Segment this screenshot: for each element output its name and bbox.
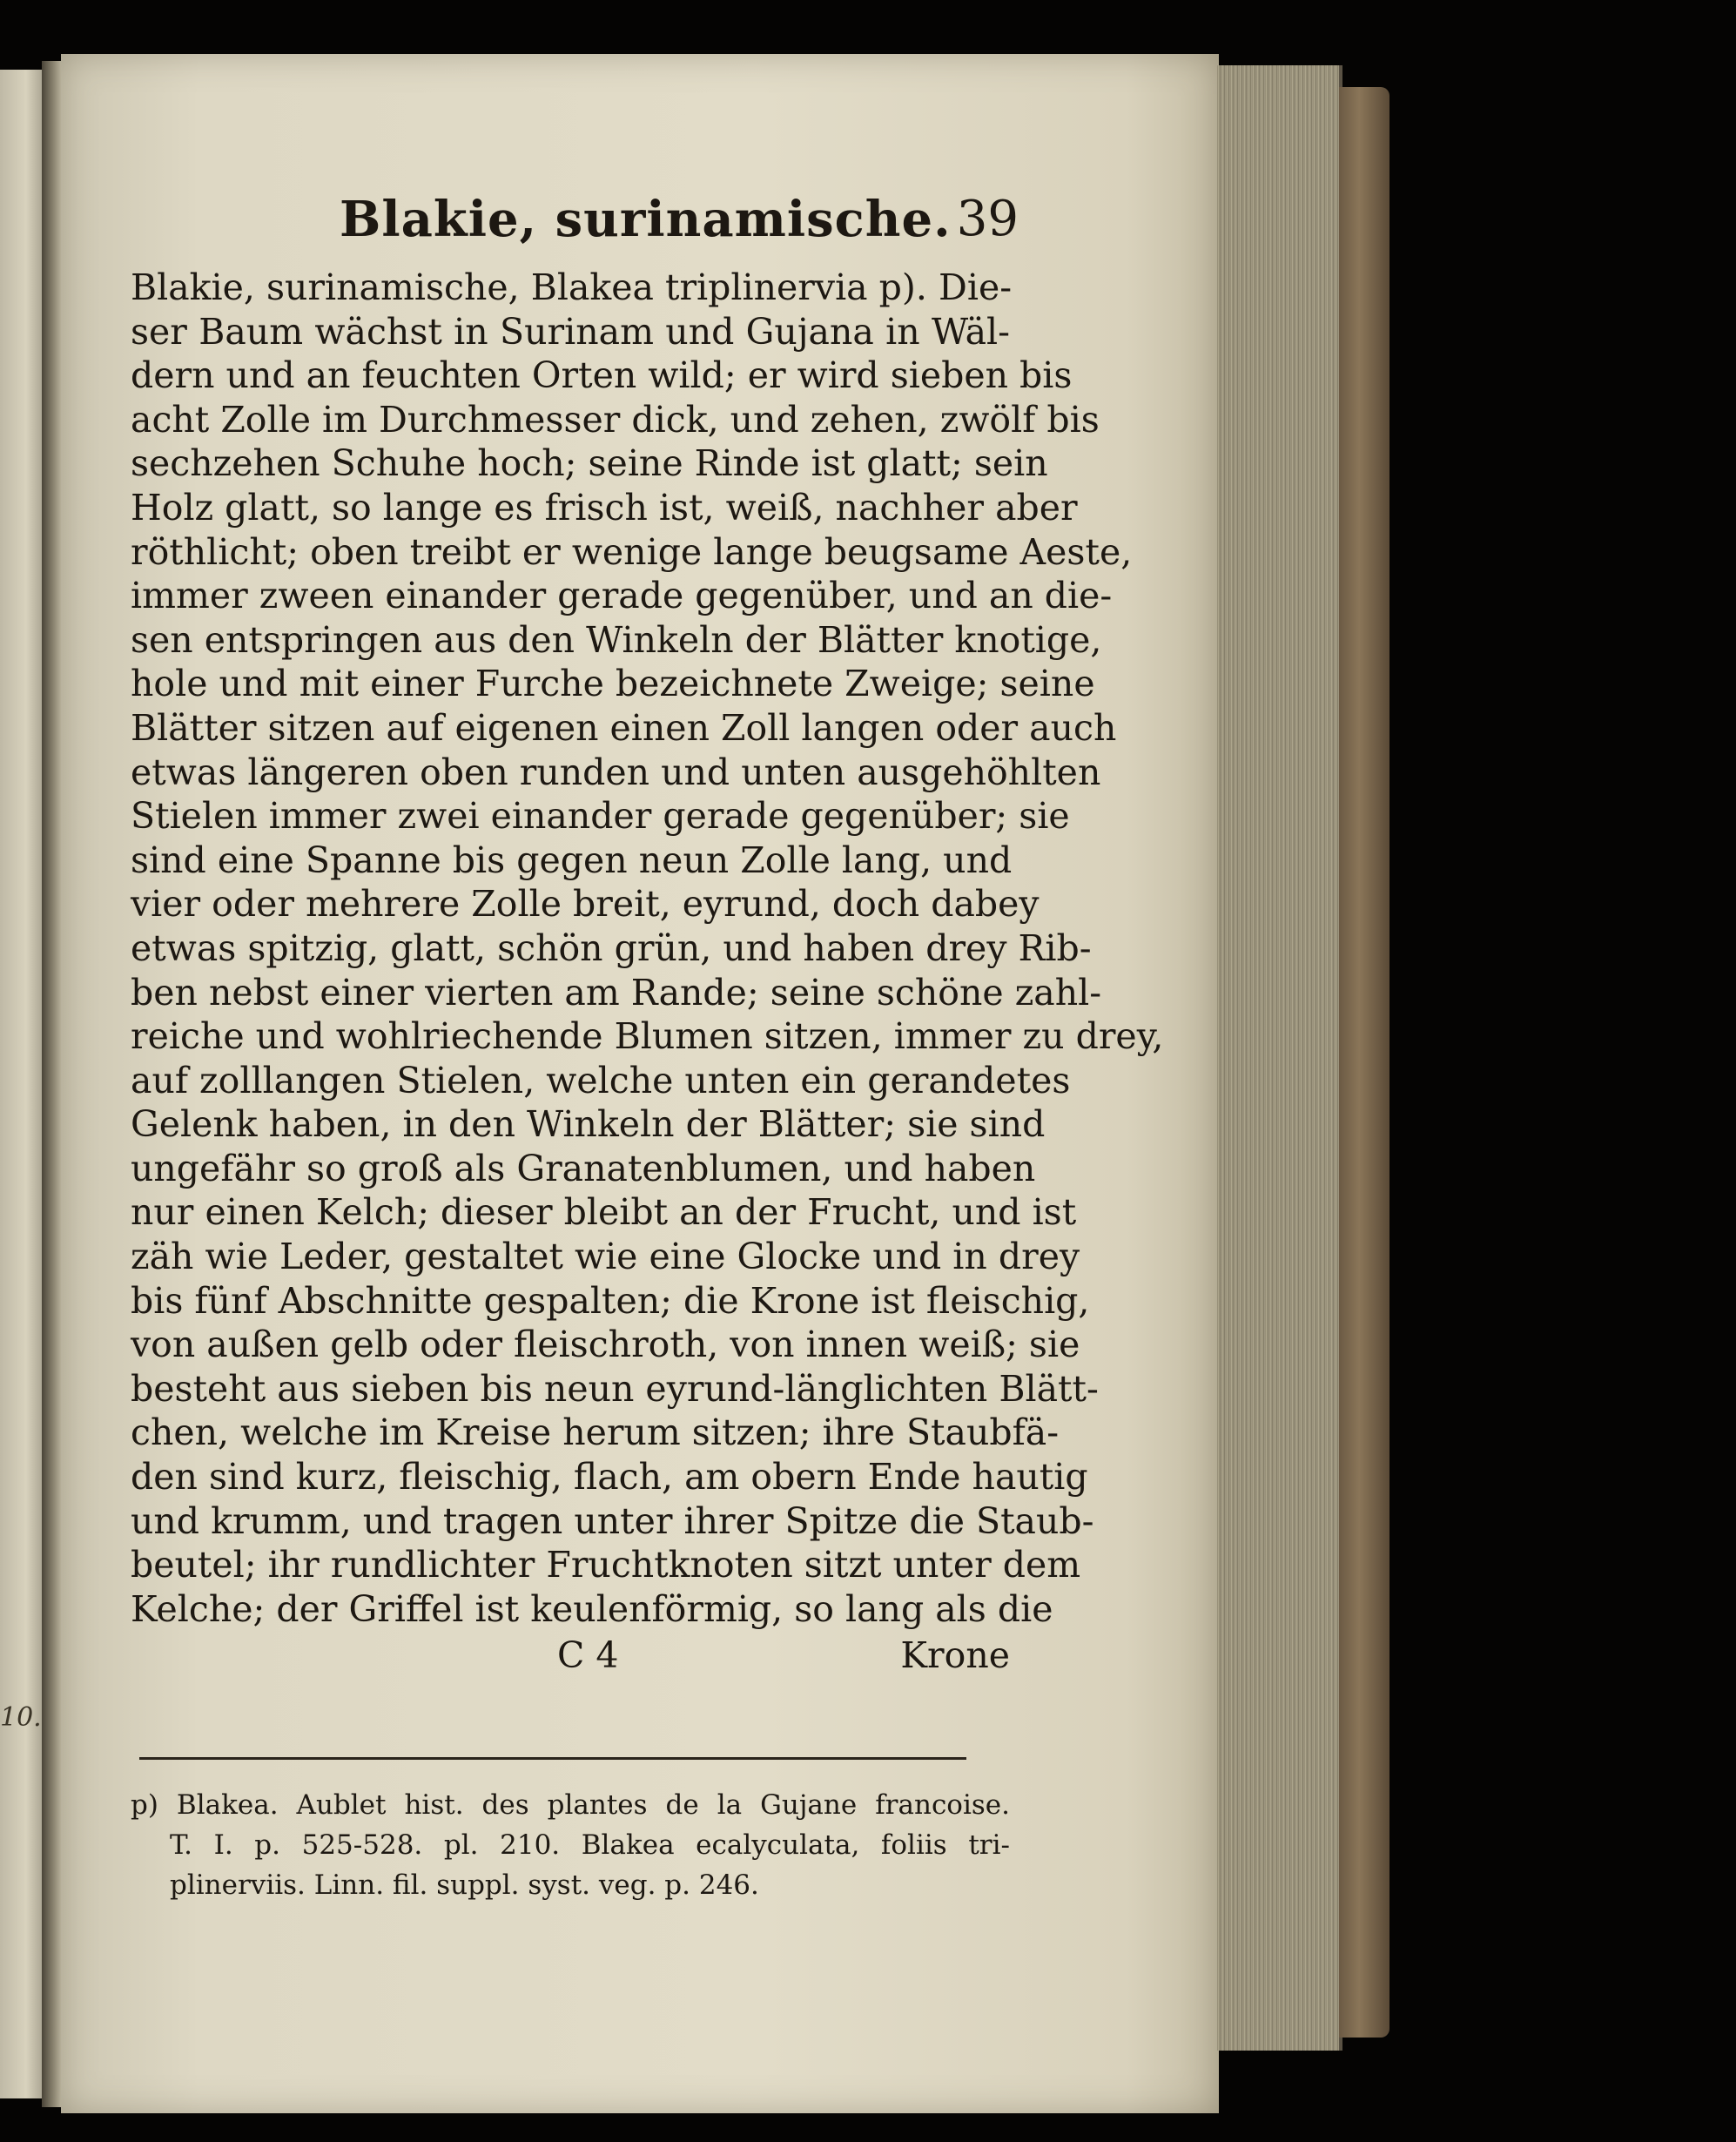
text-line: sen entspringen aus den Winkeln der Blätter knotige, [131,618,1102,661]
text-line: bis fünf Abschnitte gespalten; die Krone ist fleischig, [131,1279,1090,1322]
text-block [131,178,1164,1680]
running-head [131,178,1019,266]
text-line: Holz glatt, so lange es frisch ist, weiß, nachher aber [131,486,1078,529]
text-line: nur einen Kelch; dieser bleibt an der Frucht, und ist [131,1191,1077,1234]
text-line: vier oder mehrere Zolle breit, eyrund, doch dabey [131,883,1040,926]
text-line: hole und mit einer Furche bezeichnete Zweige; seine [131,663,1095,705]
text-line: Stielen immer zwei einander gerade gegenüber; sie [131,795,1070,838]
text-line: sind eine Spanne bis gegen neun Zolle lang, und [131,839,1013,881]
body-text [131,266,1164,1631]
text-line: besteht aus sieben bis neun eyrund-länglichten Blätt- [131,1367,1099,1410]
footnote-line: p) Blakea. Aublet hist. des plantes de la Gujane francoise. [131,1789,1010,1821]
footnote-rule [139,1757,966,1760]
text-line: Blakie, surinamische, Blakea triplinervia p). Die- [131,266,1013,308]
text-line: und krumm, und tragen unter ihrer Spitze die Staub- [131,1499,1094,1542]
text-line: Kelche; der Griffel ist keulenförmig, so lang als die [131,1587,1053,1630]
text-line: immer zween einander gerade gegenüber, und an die- [131,575,1113,617]
text-line: Gelenk haben, in den Winkeln der Blätter; sie sind [131,1103,1046,1146]
page-fore-edges [1217,65,1342,2051]
text-line: auf zolllangen Stielen, welche unten ein gerandetes [131,1059,1071,1101]
text-line: Blätter sitzen auf eigenen einen Zoll langen oder auch [131,706,1117,749]
text-line: den sind kurz, fleischig, flach, am obern Ende hautig [131,1456,1088,1499]
footnote [131,1785,1010,1905]
running-title: Blakie, surinamische. [340,191,952,248]
footnote-line: T. I. p. 525-528. pl. 210. Blakea ecalyculata, foliis tri- [170,1829,1010,1861]
text-line: ben nebst einer vierten am Rande; seine schöne zahl- [131,971,1102,1014]
text-line: reiche und wohlriechende Blumen sitzen, immer zu drey, [131,1015,1164,1058]
text-line: etwas längeren oben runden und unten ausgehöhlten [131,751,1101,793]
text-line: ser Baum wächst in Surinam und Gujana in Wäl- [131,310,1010,353]
text-line: chen, welche im Kreise herum sitzen; ihre Staubfä- [131,1411,1060,1454]
text-line: acht Zolle im Durchmesser dick, und zehen, zwölf bis [131,398,1100,441]
signature-mark: C 4 [557,1634,619,1677]
catchline [131,1631,1010,1680]
text-line: etwas spitzig, glatt, schön grün, und haben drey Rib- [131,926,1092,969]
page-number: 39 [956,191,1019,247]
text-line: zäh wie Leder, gestaltet wie eine Glocke und in drey [131,1236,1080,1278]
catchword: Krone [900,1634,1010,1677]
text-line: von außen gelb oder fleischroth, von innen weiß; sie [131,1324,1080,1366]
footnote-line: plinerviis. Linn. fil. suppl. syst. veg. p. 246. [170,1869,759,1901]
left-facing-page-edge [0,70,44,2098]
text-line: sechzehen Schuhe hoch; seine Rinde ist glatt; sein [131,442,1048,485]
text-line: röthlicht; oben treibt er wenige lange beugsame Aeste, [131,530,1133,573]
text-line: ungefähr so groß als Granatenblumen, und haben [131,1147,1036,1189]
text-line: dern und an feuchten Orten wild; er wird sieben bis [131,354,1073,397]
book-cover-edge [1339,87,1389,2038]
left-page-margin-note: 10. [0,1702,42,1733]
text-line: beutel; ihr rundlichter Fruchtknoten sitzt unter dem [131,1544,1081,1586]
